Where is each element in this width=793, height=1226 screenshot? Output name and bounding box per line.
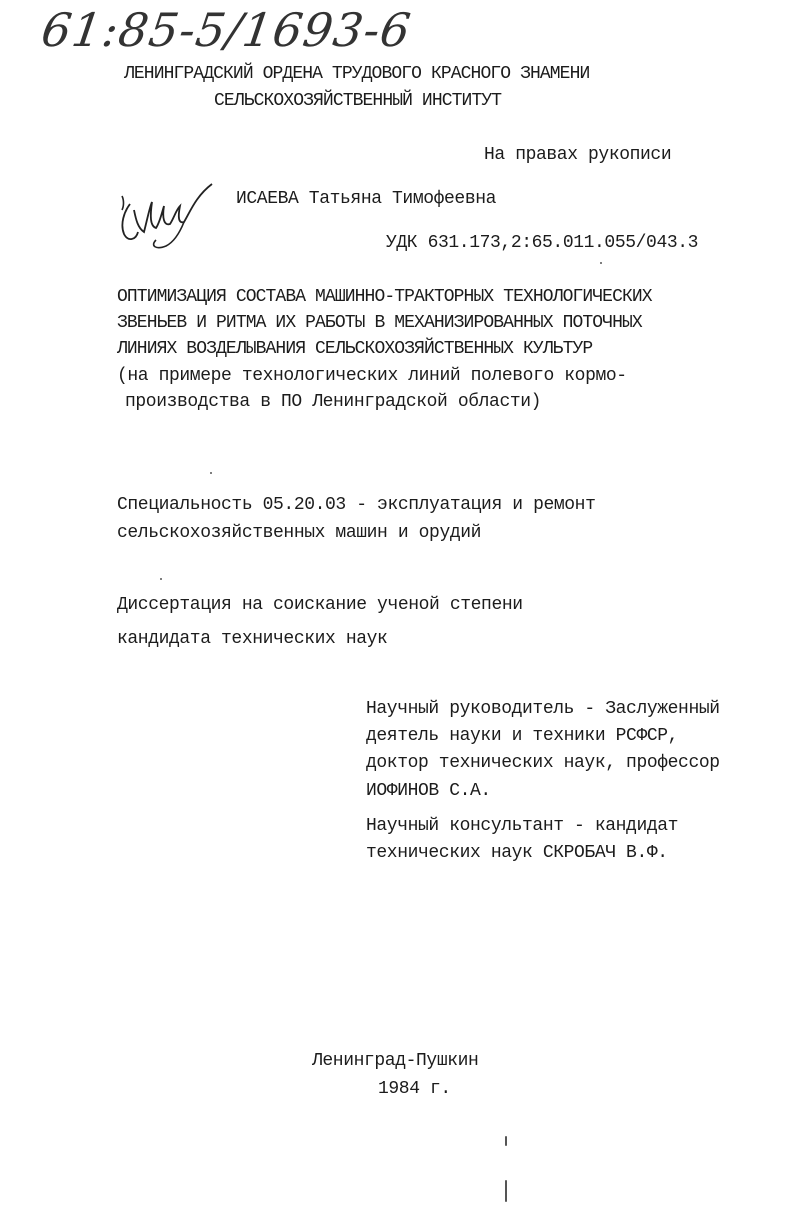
archive-number-handwritten: 61:85-5/1693-6 (38, 3, 415, 57)
supervisor-line-1: Научный руководитель - Заслуженный (366, 699, 720, 719)
scan-speck (505, 1136, 507, 1146)
scan-speck (600, 262, 602, 264)
author-name: ИСАЕВА Татьяна Тимофеевна (236, 189, 497, 209)
title-line-2: ЗВЕНЬЕВ И РИТМА ИХ РАБОТЫ В МЕХАНИЗИРОВАННЫХ ПОТОЧНЫХ (117, 313, 642, 333)
consultant-line-2: технических наук СКРОБАЧ В.Ф. (366, 843, 668, 863)
supervisor-line-4: ИОФИНОВ С.А. (366, 781, 491, 801)
place-of-publication: Ленинград-Пушкин (312, 1051, 479, 1071)
title-line-3: ЛИНИЯХ ВОЗДЕЛЫВАНИЯ СЕЛЬСКОХОЗЯЙСТВЕННЫХ КУЛЬТУР (117, 339, 593, 359)
specialty-line-2: сельскохозяйственных машин и орудий (117, 523, 482, 543)
scan-speck (505, 1180, 507, 1202)
supervisor-line-2: деятель науки и техники РСФСР, (366, 726, 679, 746)
dissertation-line-2: кандидата технических наук (117, 629, 388, 649)
title-subtitle-line-2: производства в ПО Ленинградской области) (125, 392, 542, 412)
dissertation-line-1: Диссертация на соискание ученой степени (117, 595, 523, 615)
scan-speck (210, 472, 212, 474)
scan-speck (160, 578, 162, 580)
publication-year: 1984 г. (378, 1079, 451, 1099)
institution-line-2: СЕЛЬСКОХОЗЯЙСТВЕННЫЙ ИНСТИТУТ (214, 91, 502, 111)
udc-code: УДК 631.173,2:65.011.055/043.3 (386, 233, 699, 253)
supervisor-line-3: доктор технических наук, профессор (366, 753, 720, 773)
title-subtitle-line-1: (на примере технологических линий полевого кормо- (117, 366, 627, 386)
manuscript-rights-note: На правах рукописи (484, 145, 672, 165)
institution-line-1: ЛЕНИНГРАДСКИЙ ОРДЕНА ТРУДОВОГО КРАСНОГО ЗНАМЕНИ (124, 64, 590, 84)
title-line-1: ОПТИМИЗАЦИЯ СОСТАВА МАШИННО-ТРАКТОРНЫХ ТЕХНОЛОГИЧЕСКИХ (117, 287, 652, 307)
consultant-line-1: Научный консультант - кандидат (366, 816, 679, 836)
specialty-line-1: Специальность 05.20.03 - эксплуатация и ремонт (117, 495, 596, 515)
author-signature (100, 176, 230, 256)
